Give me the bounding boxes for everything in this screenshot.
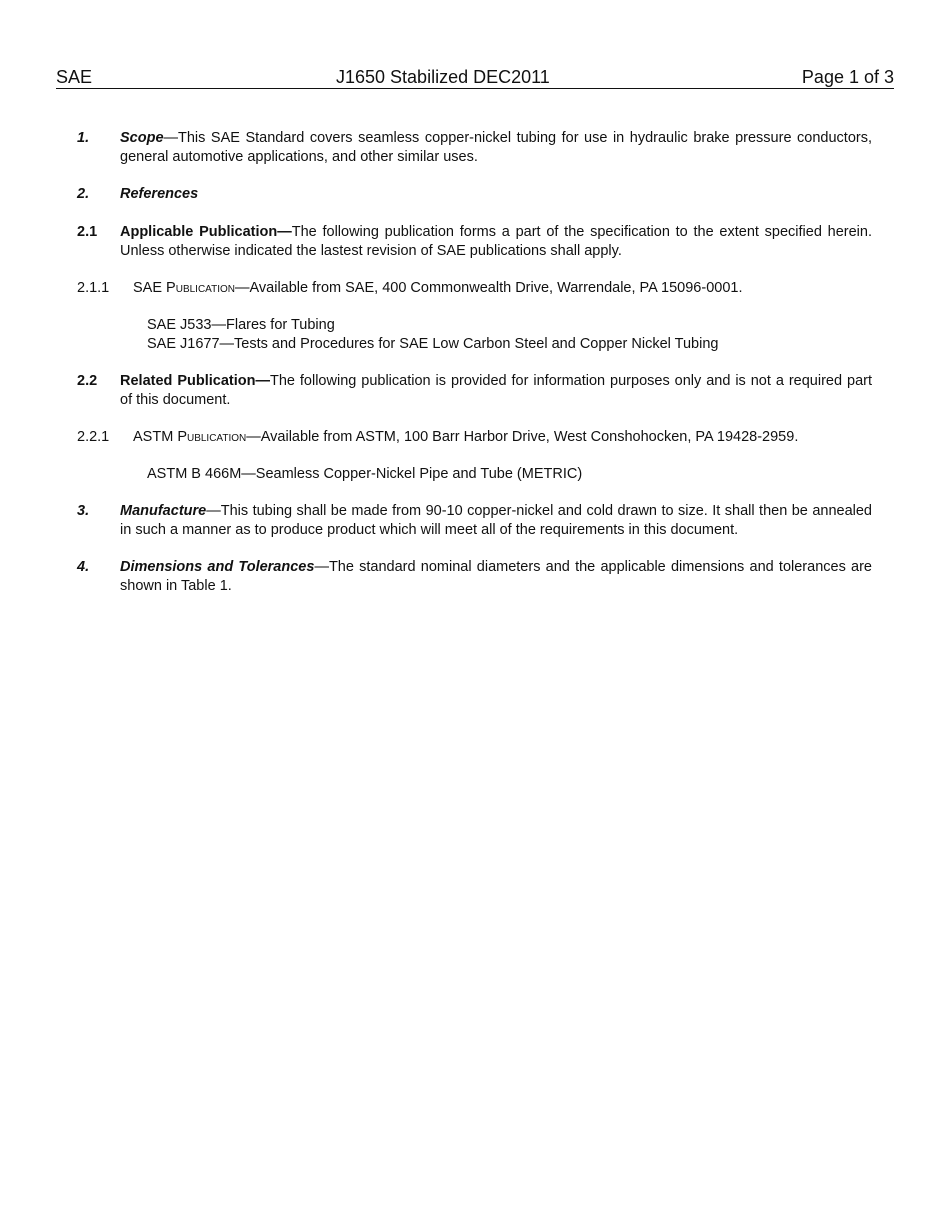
section-paragraph	[120, 129, 872, 167]
section-paragraph	[120, 558, 872, 596]
section-text: —Available from SAE, 400 Commonwealth Drive, Warrendale, PA 15096-0001.	[235, 280, 743, 296]
section-paragraph	[120, 223, 872, 261]
section-number: 2.	[77, 186, 90, 202]
section-title: Manufacture	[120, 503, 207, 519]
section-smallcaps: Publication	[177, 429, 247, 445]
section-paragraph	[133, 279, 893, 298]
section-number: 2.2	[77, 373, 98, 389]
section-title: Related Publication—	[120, 373, 270, 389]
reference-item: SAE J1677—Tests and Procedures for SAE Low Carbon Steel and Copper Nickel Tubing	[147, 336, 719, 352]
section-title: Dimensions and Tolerances	[120, 559, 315, 575]
section-paragraph	[120, 502, 872, 540]
section-paragraph	[120, 185, 872, 204]
section-paragraph	[133, 428, 893, 447]
section-number: 2.1.1	[77, 280, 110, 296]
section-text: —The standard nominal diameters and the applicable dimensions and tolerances are shown in Table 1.	[120, 559, 872, 594]
section-lead: ASTM	[133, 429, 178, 445]
page-header	[56, 66, 894, 89]
section-title: Scope	[120, 130, 164, 146]
reference-item: SAE J533—Flares for Tubing	[147, 317, 335, 333]
header-page-number: Page 1 of 3	[801, 67, 894, 87]
section-number: 2.2.1	[77, 429, 110, 445]
section-text: The following publication forms a part of the specification to the extent specified herein. Unless otherwise indicated the lastest revision of SAE publications shall apply.	[120, 224, 872, 259]
section-text: —This tubing shall be made from 90-10 copper-nickel and cold drawn to size. It shall then be annealed in such a manner as to produce product which will meet all of the requirements in this document.	[120, 503, 872, 538]
section-number: 4.	[77, 559, 90, 575]
section-number: 3.	[77, 503, 90, 519]
section-paragraph	[120, 372, 872, 410]
header-org: SAE	[56, 67, 93, 87]
section-text: The following publication is provided for information purposes only and is not a required part of this document.	[120, 373, 872, 408]
section-number: 1.	[77, 130, 90, 146]
section-lead: SAE	[133, 280, 167, 296]
section-text: —Available from ASTM, 100 Barr Harbor Drive, West Conshohocken, PA 19428-2959.	[246, 429, 799, 445]
section-title: References	[120, 186, 199, 202]
section-text: —This SAE Standard covers seamless copper-nickel tubing for use in hydraulic brake pressure conductors, general automotive applications, and other similar uses.	[120, 130, 872, 165]
section-smallcaps: Publication	[166, 280, 235, 296]
section-number: 2.1	[77, 224, 98, 240]
reference-item: ASTM B 466M—Seamless Copper-Nickel Pipe and Tube (METRIC)	[147, 466, 583, 482]
section-title: Applicable Publication—	[120, 224, 292, 240]
header-doc-id: J1650 Stabilized DEC2011	[336, 67, 550, 87]
